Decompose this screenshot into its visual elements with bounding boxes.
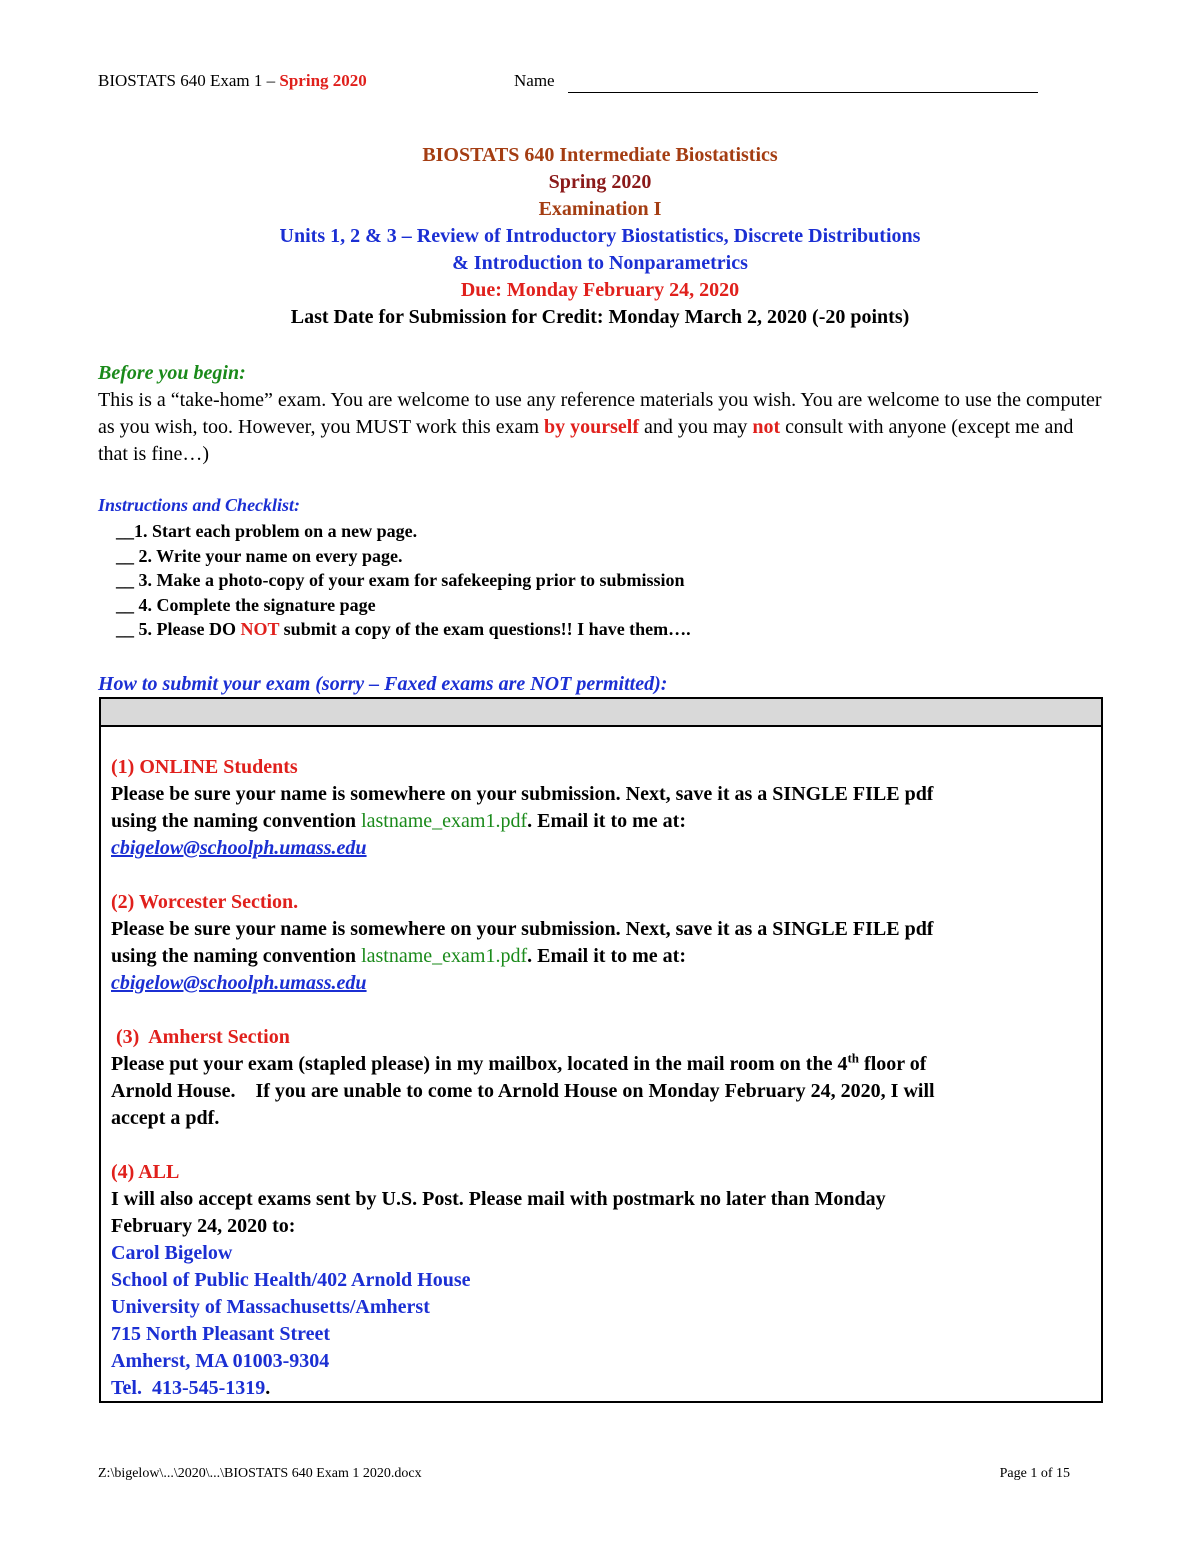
page-header xyxy=(98,71,1043,95)
before-text-1: This is a “take-home” exam. You are welcome to use any reference materials you wish. You are welcome to use the computer as you wish, too. However, you MUST work this exam xyxy=(98,389,1102,438)
amherst-line-1-post: floor of xyxy=(859,1053,927,1075)
title-exam: Examination I xyxy=(538,198,662,220)
worcester-email-link[interactable]: cbigelow@schoolph.umass.edu xyxy=(111,972,367,994)
worcester-line-2-post: . Email it to me at: xyxy=(527,945,686,967)
address-line-4: 715 North Pleasant Street xyxy=(111,1323,331,1345)
checklist-item-1: __1. Start each problem on a new page. xyxy=(116,521,418,541)
title-course: BIOSTATS 640 Intermediate Biostatistics xyxy=(422,144,778,166)
title-units-cont: & Introduction to Nonparametrics xyxy=(452,252,748,274)
address-line-2: School of Public Health/402 Arnold House xyxy=(111,1269,471,1291)
worcester-title: (2) Worcester Section. xyxy=(111,891,299,913)
worcester-line-2 xyxy=(111,943,1096,970)
amherst-line-1 xyxy=(111,1051,1096,1078)
amherst-line-3: accept a pdf. xyxy=(111,1107,220,1129)
worcester-line-2-pre: using the naming convention xyxy=(111,945,362,967)
header-course-text: BIOSTATS 640 Exam 1 – xyxy=(98,71,280,90)
all-line-2: February 24, 2020 to: xyxy=(111,1215,296,1237)
all-line-1: I will also accept exams sent by U.S. Post. Please mail with postmark no later than Monday xyxy=(111,1188,886,1210)
before-text-2: and you may xyxy=(639,416,753,438)
before-emph-yourself: by yourself xyxy=(544,416,640,438)
before-emph-not: not xyxy=(752,416,781,438)
amherst-line-1-sup: th xyxy=(847,1050,860,1066)
telephone-end: . xyxy=(265,1377,271,1399)
title-units: Units 1, 2 & 3 – Review of Introductory Biostatistics, Discrete Distributions xyxy=(279,225,921,247)
checklist-item-4: __ 4. Complete the signature page xyxy=(116,594,376,615)
checklist-item-5-post: submit a copy of the exam questions!! I have them…. xyxy=(279,619,691,639)
title-due: Due: Monday February 24, 2020 xyxy=(460,279,740,301)
online-line-2-pre: using the naming convention xyxy=(111,810,362,832)
submit-heading: How to submit your exam (sorry – Faxed exams are NOT permitted): xyxy=(98,673,668,695)
amherst-line-1-pre: Please put your exam (stapled please) in my mailbox, located in the mail room on the 4 xyxy=(111,1053,848,1075)
checklist-item-5-pre: __ 5. Please DO xyxy=(116,619,241,639)
before-text-3: consult with anyone (except me and that is fine…) xyxy=(98,416,1074,465)
before-heading: Before you begin: xyxy=(98,362,246,384)
checklist-item-5-emph: NOT xyxy=(240,619,280,639)
checklist-item-2: __ 2. Write your name on every page. xyxy=(116,545,403,566)
online-title: (1) ONLINE Students xyxy=(111,756,298,778)
title-term: Spring 2020 xyxy=(548,171,652,193)
online-line-1: Please be sure your name is somewhere on your submission. Next, save it as a SINGLE FILE pdf xyxy=(111,783,934,805)
address-line-1: Carol Bigelow xyxy=(111,1242,233,1264)
all-title: (4) ALL xyxy=(111,1161,180,1183)
name-blank-line xyxy=(568,92,1038,93)
header-term: Spring 2020 xyxy=(279,71,367,90)
worcester-filename: lastname_exam1.pdf xyxy=(361,945,528,967)
worcester-line-1: Please be sure your name is somewhere on your submission. Next, save it as a SINGLE FILE pdf xyxy=(111,918,934,940)
online-filename: lastname_exam1.pdf xyxy=(361,810,528,832)
header-course xyxy=(98,71,367,91)
instructions-heading: Instructions and Checklist: xyxy=(98,495,301,515)
submission-box xyxy=(99,697,1103,1403)
telephone-line xyxy=(111,1375,1096,1402)
before-body xyxy=(98,387,1108,468)
footer-file-path: Z:\bigelow\...\2020\...\BIOSTATS 640 Exam 1 2020.docx xyxy=(98,1466,422,1481)
checklist-item-5 xyxy=(116,617,691,642)
online-line-2 xyxy=(111,808,1096,835)
title-last-date: Last Date for Submission for Credit: Monday March 2, 2020 (-20 points) xyxy=(290,306,910,328)
footer-page-number: Page 1 of 15 xyxy=(999,1466,1070,1481)
name-label: Name xyxy=(514,71,555,90)
address-line-3: University of Massachusetts/Amherst xyxy=(111,1296,430,1318)
online-line-2-post: . Email it to me at: xyxy=(527,810,686,832)
submission-box-header xyxy=(101,699,1101,727)
online-email-link[interactable]: cbigelow@schoolph.umass.edu xyxy=(111,837,367,859)
amherst-title: (3) Amherst Section xyxy=(111,1026,290,1048)
checklist xyxy=(116,519,691,642)
address-line-5: Amherst, MA 01003-9304 xyxy=(111,1350,330,1372)
exam-title-block xyxy=(0,142,1200,331)
submission-box-content xyxy=(111,754,1096,1402)
checklist-item-3: __ 3. Make a photo-copy of your exam for safekeeping prior to submission xyxy=(116,570,685,590)
telephone: Tel. 413-545-1319 xyxy=(111,1377,266,1399)
amherst-line-2: Arnold House. If you are unable to come to Arnold House on Monday February 24, 2020, I will xyxy=(111,1080,935,1102)
